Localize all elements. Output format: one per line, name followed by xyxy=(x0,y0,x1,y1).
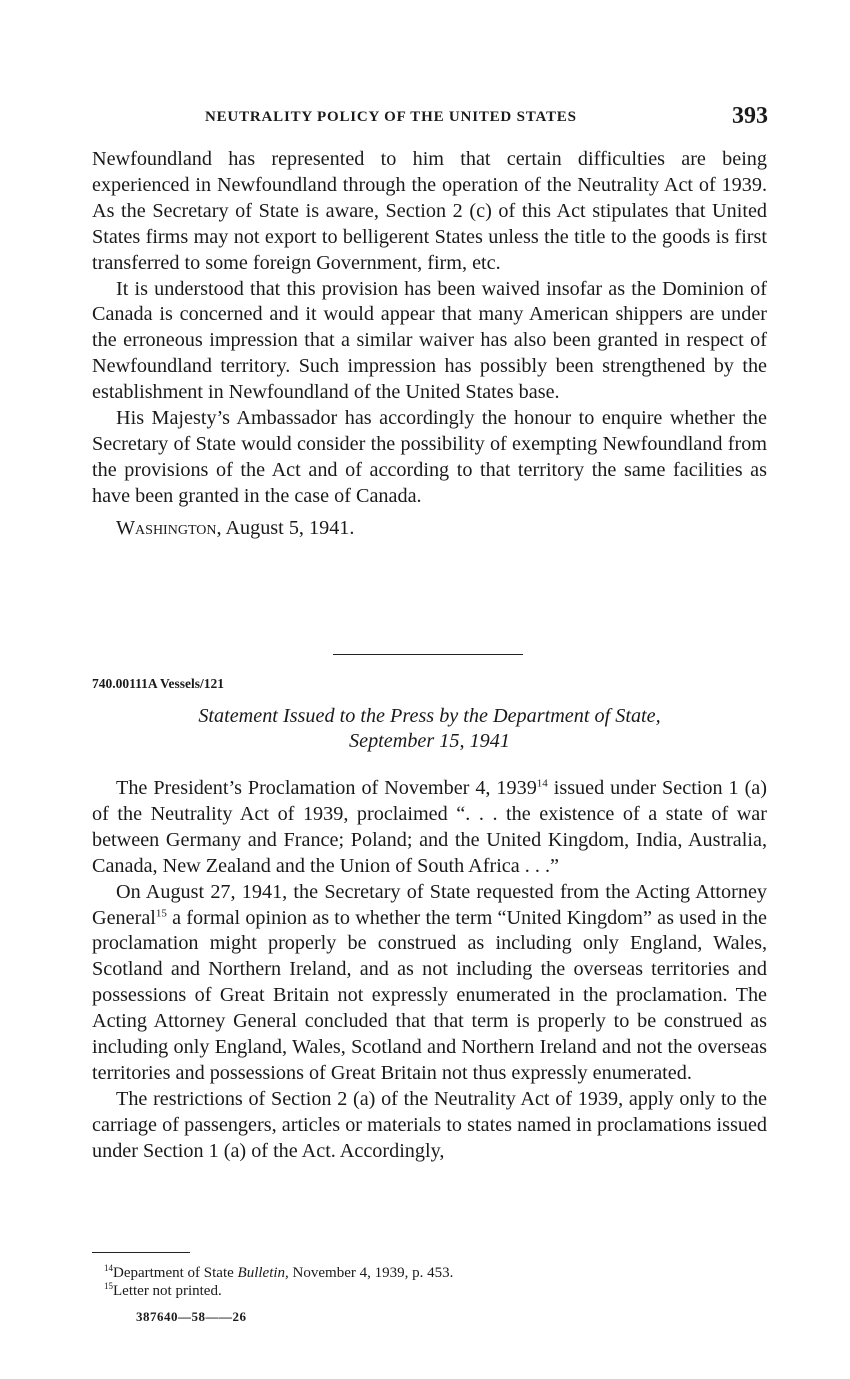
footnote xyxy=(104,1282,453,1300)
paragraph: It is understood that this provision has been waived insofar as the Dominion of Canada is concerned and it would appear that many American shippers are under the erroneous impression that a similar waiver has also been granted in respect of Newfoundland territory. Such impression has possibly been strengthened by the establishment in Newfoundland of the United States base. xyxy=(92,277,767,404)
footnote xyxy=(104,1264,453,1282)
footnote-text: Department of State xyxy=(113,1265,238,1281)
dateline-place: Washington, xyxy=(116,516,222,539)
footnote-text: November 4, 1939, p. 453. xyxy=(288,1265,454,1281)
footnotes xyxy=(104,1264,453,1300)
footnote-rule xyxy=(92,1252,190,1253)
footnote-marker: 15 xyxy=(104,1281,113,1291)
file-reference: 740.00111A Vessels/121 xyxy=(92,676,225,691)
paragraph: Newfoundland has represented to him that certain difficulties are being experienced in Newfoundland through the operation of the Neutrality Act of 1939. As the Secretary of State is aware, Section 2 (c) of this Act stipulates that United States firms may not export to belligerent States unless the title to the goods is first transferred to some foreign Government, firm, etc. xyxy=(92,148,767,274)
document-heading xyxy=(92,704,767,754)
paragraph-text: issued under Section 1 (a) of the Neutrality Act of 1939, proclaimed “. . . the existence of a state of war between Germany and France; Poland; and the United Kingdom, India, Australia, Canada, New Zealand and the Union of South Africa . . .” xyxy=(92,777,767,877)
running-title: NEUTRALITY POLICY OF THE UNITED STATES xyxy=(205,109,577,125)
paragraph-text: a formal opinion as to whether the term “United Kingdom” as used in the proclamation might properly be construed as including only England, Wales, Scotland and Northern Ireland, and as not including the overseas territories and possessions of Great Britain not expressly enumerated in the proclamation. The Acting Attorney General concluded that that term is properly to be construed as including only England, Wales, Scotland and Northern Ireland and not the overseas territories and possessions of Great Britain not thus expressly enumerated. xyxy=(92,906,767,1084)
paragraph: The restrictions of Section 2 (a) of the Neutrality Act of 1939, apply only to the carriage of passengers, articles or materials to states named in proclamations issued under Section 1 (a) of the Act. Accordingly, xyxy=(92,1087,767,1162)
footnote-ref: 14 xyxy=(536,777,548,790)
running-head xyxy=(90,103,768,133)
paragraph-text: On August 27, 1941, the Secretary of State requested from the Acting Attorney General xyxy=(92,880,767,929)
footnote-text: Letter not printed. xyxy=(113,1283,222,1299)
paragraph: His Majesty’s Ambassador has accordingly the honour to enquire whether the Secretary of State would consider the possibility of exempting Newfoundland from the provisions of the Act and of according to that territory the same facilities as have been granted in the case of Canada. xyxy=(92,407,767,507)
page-number: 393 xyxy=(732,103,768,129)
footnote-marker: 14 xyxy=(104,1263,113,1273)
note-text-block xyxy=(92,147,767,542)
statement-text-block xyxy=(92,776,767,1165)
paragraph xyxy=(92,880,767,1087)
paragraph xyxy=(92,776,767,880)
footnote-italic-text: Bulletin, xyxy=(237,1265,289,1281)
section-divider xyxy=(333,654,523,655)
dateline-date: August 5, 1941. xyxy=(221,516,355,539)
dateline xyxy=(92,516,767,542)
heading-line: September 15, 1941 xyxy=(349,730,510,752)
heading-line: Statement Issued to the Press by the Department of State, xyxy=(198,705,661,727)
footnote-ref: 15 xyxy=(155,906,167,919)
print-code: 387640—58——26 xyxy=(136,1309,247,1324)
paragraph-text: The President’s Proclamation of November 4, 1939 xyxy=(116,777,537,799)
